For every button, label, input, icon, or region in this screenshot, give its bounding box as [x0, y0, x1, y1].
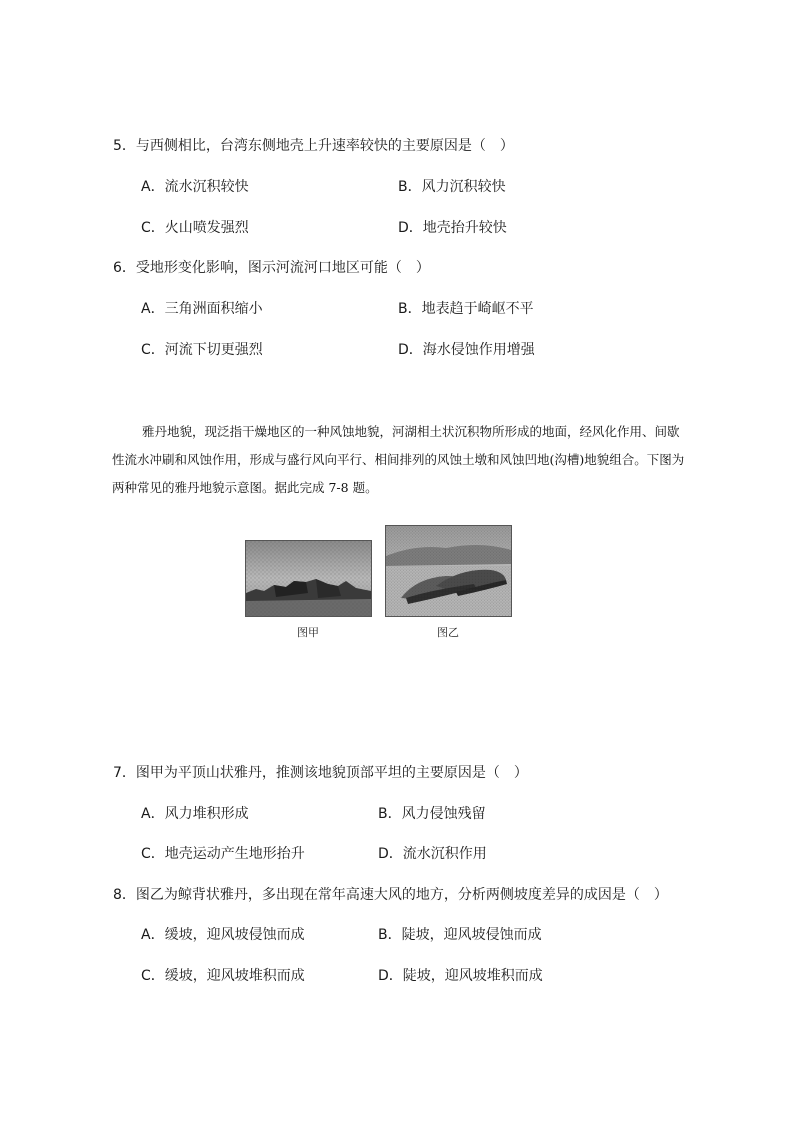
figure-jia-caption: 图甲: [297, 626, 319, 639]
question-6-option-d[interactable]: D．海水侵蚀作用增强: [398, 342, 535, 358]
question-6-stem: 6．受地形变化影响，图示河流河口地区可能（ ）: [113, 260, 430, 276]
whaleback-yardang-photo-icon: [386, 526, 511, 616]
question-7-stem: 7．图甲为平顶山状雅丹，推测该地貌顶部平坦的主要原因是（ ）: [113, 765, 528, 781]
question-6-option-c[interactable]: C．河流下切更强烈: [141, 342, 263, 358]
passage-text: 雅丹地貌，现泛指干燥地区的一种风蚀地貌，河湖相土状沉积物所形成的地面，经风化作用、间歇性流水冲刷和风蚀作用，形成与盛行风向平行、相间排列的风蚀土墩和风蚀凹地(沟槽)地貌组合。下图为两种常见的雅丹地貌示意图。据此完成 7-8 题。: [112, 424, 685, 495]
question-5-option-c[interactable]: C．火山喷发强烈: [141, 220, 249, 236]
question-5-option-b[interactable]: B．风力沉积较快: [398, 179, 506, 195]
question-6-option-a[interactable]: A．三角洲面积缩小: [141, 301, 263, 317]
passage: [112, 418, 688, 502]
question-7-option-c[interactable]: C．地壳运动产生地形抬升: [141, 846, 305, 862]
question-7-option-b[interactable]: B．风力侵蚀残留: [378, 806, 486, 822]
question-5-option-d[interactable]: D．地壳抬升较快: [398, 220, 507, 236]
figure-yi-caption: 图乙: [437, 626, 459, 639]
question-8-option-a[interactable]: A．缓坡，迎风坡侵蚀而成: [141, 927, 305, 943]
figure-jia: [245, 540, 372, 617]
flat-top-yardang-photo-icon: [246, 541, 371, 616]
question-6-option-b[interactable]: B．地表趋于崎岖不平: [398, 301, 534, 317]
question-5-stem: 5．与西侧相比，台湾东侧地壳上升速率较快的主要原因是（ ）: [113, 138, 514, 154]
question-7-option-a[interactable]: A．风力堆积形成: [141, 806, 249, 822]
question-8-option-d[interactable]: D．陡坡，迎风坡堆积而成: [378, 968, 543, 984]
question-5-option-a[interactable]: A．流水沉积较快: [141, 179, 249, 195]
question-8-option-c[interactable]: C．缓坡，迎风坡堆积而成: [141, 968, 305, 984]
question-8-stem: 8．图乙为鲸背状雅丹，多出现在常年高速大风的地方，分析两侧坡度差异的成因是（ ）: [113, 887, 668, 903]
figure-yi: [385, 525, 512, 617]
question-8-option-b[interactable]: B．陡坡，迎风坡侵蚀而成: [378, 927, 542, 943]
question-7-option-d[interactable]: D．流水沉积作用: [378, 846, 487, 862]
